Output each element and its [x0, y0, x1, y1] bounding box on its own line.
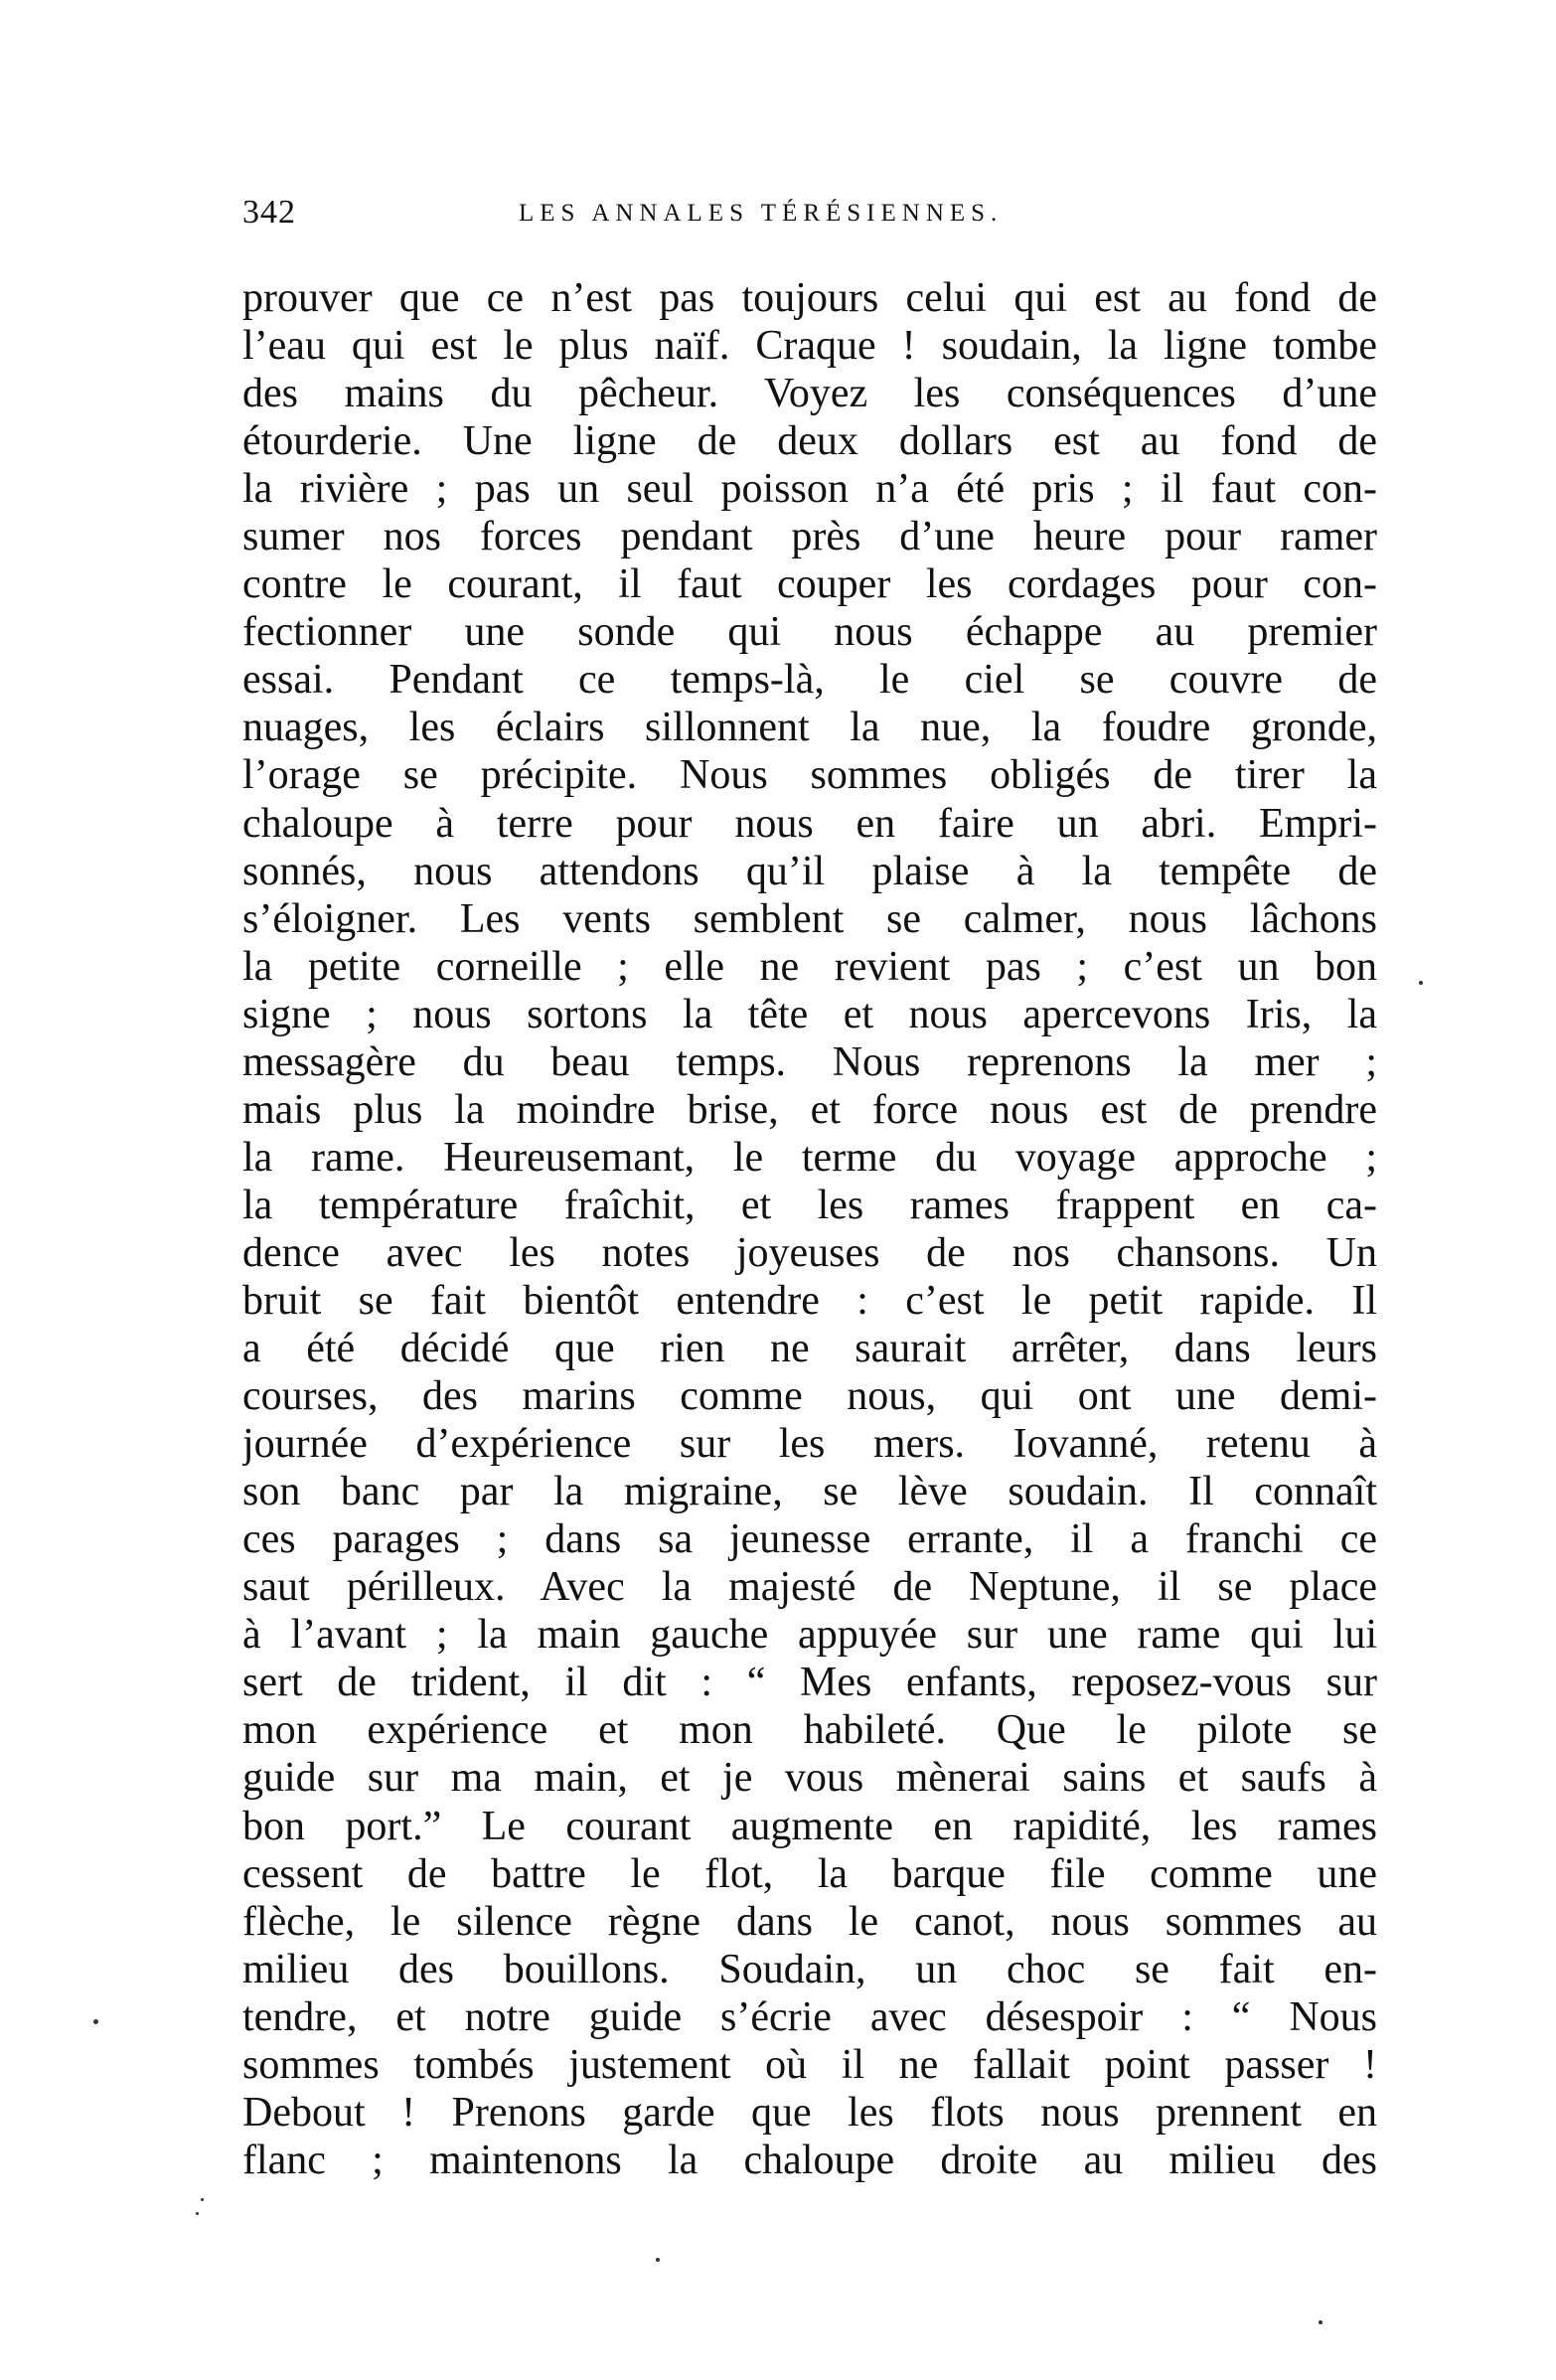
text-line: la rivière ; pas un seul poisson n’a été pris ; il faut con-: [242, 466, 1377, 513]
text-line: essai. Pendant ce temps-là, le ciel se couvre de: [242, 657, 1377, 704]
text-line: nuages, les éclairs sillonnent la nue, la foudre gronde,: [242, 705, 1377, 751]
running-title: LES ANNALES TÉRÉSIENNES.: [519, 200, 1004, 227]
text-line: son banc par la migraine, se lève soudain. Il connaît: [242, 1469, 1377, 1515]
text-line: à l’avant ; la main gauche appuyée sur une rame qui lui: [242, 1612, 1377, 1659]
text-line: flanc ; maintenons la chaloupe droite au milieu des: [242, 2137, 1377, 2183]
text-line: guide sur ma main, et je vous mènerai sains et saufs à: [242, 1755, 1377, 1802]
scan-speck: [656, 2258, 660, 2262]
text-line: l’eau qui est le plus naïf. Craque ! soudain, la ligne tombe: [242, 323, 1377, 370]
text-line: bruit se fait bientôt entendre : c’est le petit rapide. Il: [242, 1277, 1377, 1324]
text-line: des mains du pêcheur. Voyez les conséquences d’une: [242, 371, 1377, 417]
scan-speck: [1319, 2320, 1323, 2324]
scan-speck: [196, 2212, 199, 2215]
text-line: fectionner une sonde qui nous échappe au premier: [242, 609, 1377, 656]
running-head: [242, 194, 1373, 238]
text-line: saut périlleux. Avec la majesté de Neptune, il se place: [242, 1564, 1377, 1611]
text-line: contre le courant, il faut couper les cordages pour con-: [242, 561, 1377, 608]
text-line: bon port.” Le courant augmente en rapidité, les rames: [242, 1803, 1377, 1849]
scan-speck: [1419, 981, 1423, 985]
text-line: sonnés, nous attendons qu’il plaise à la tempête de: [242, 848, 1377, 894]
page-number: 342: [242, 194, 296, 231]
text-line: cessent de battre le flot, la barque file comme une: [242, 1850, 1377, 1897]
text-line: étourderie. Une ligne de deux dollars est au fond de: [242, 418, 1377, 465]
text-line: signe ; nous sortons la tête et nous apercevons Iris, la: [242, 991, 1377, 1037]
text-line: tendre, et notre guide s’écrie avec désespoir : “ Nous: [242, 1993, 1377, 2040]
text-line: sumer nos forces pendant près d’une heure pour ramer: [242, 514, 1377, 560]
text-line: messagère du beau temps. Nous reprenons la mer ;: [242, 1038, 1377, 1085]
text-line: journée d’expérience sur les mers. Iovanné, retenu à: [242, 1421, 1377, 1468]
text-line: a été décidé que rien ne saurait arrêter, dans leurs: [242, 1326, 1377, 1372]
text-line: Debout ! Prenons garde que les flots nous prennent en: [242, 2089, 1377, 2136]
text-line: prouver que ce n’est pas toujours celui qui est au fond de: [242, 275, 1377, 321]
text-line: la température fraîchit, et les rames frappent en ca-: [242, 1182, 1377, 1228]
text-line: l’orage se précipite. Nous sommes obligés de tirer la: [242, 752, 1377, 799]
text-line: courses, des marins comme nous, qui ont une demi-: [242, 1373, 1377, 1420]
text-line: milieu des bouillons. Soudain, un choc se fait en-: [242, 1946, 1377, 1992]
text-line: la rame. Heureusemant, le terme du voyage approche ;: [242, 1134, 1377, 1181]
text-line: flèche, le silence règne dans le canot, nous sommes au: [242, 1898, 1377, 1945]
text-line: s’éloigner. Les vents semblent se calmer, nous lâchons: [242, 895, 1377, 942]
text-line: dence avec les notes joyeuses de nos chansons. Un: [242, 1229, 1377, 1276]
text-line: sommes tombés justement où il ne fallait point passer !: [242, 2041, 1377, 2088]
text-line: mais plus la moindre brise, et force nous est de prendre: [242, 1086, 1377, 1133]
body-text: [242, 274, 1377, 2184]
scan-speck: [93, 2019, 98, 2024]
scan-speck: [201, 2198, 204, 2201]
text-line: mon expérience et mon habileté. Que le pilote se: [242, 1707, 1377, 1754]
text-line: sert de trident, il dit : “ Mes enfants, reposez-vous sur: [242, 1660, 1377, 1706]
text-line: ces parages ; dans sa jeunesse errante, il a franchi ce: [242, 1516, 1377, 1563]
text-line: la petite corneille ; elle ne revient pas ; c’est un bon: [242, 943, 1377, 990]
text-line: chaloupe à terre pour nous en faire un abri. Empri-: [242, 800, 1377, 847]
